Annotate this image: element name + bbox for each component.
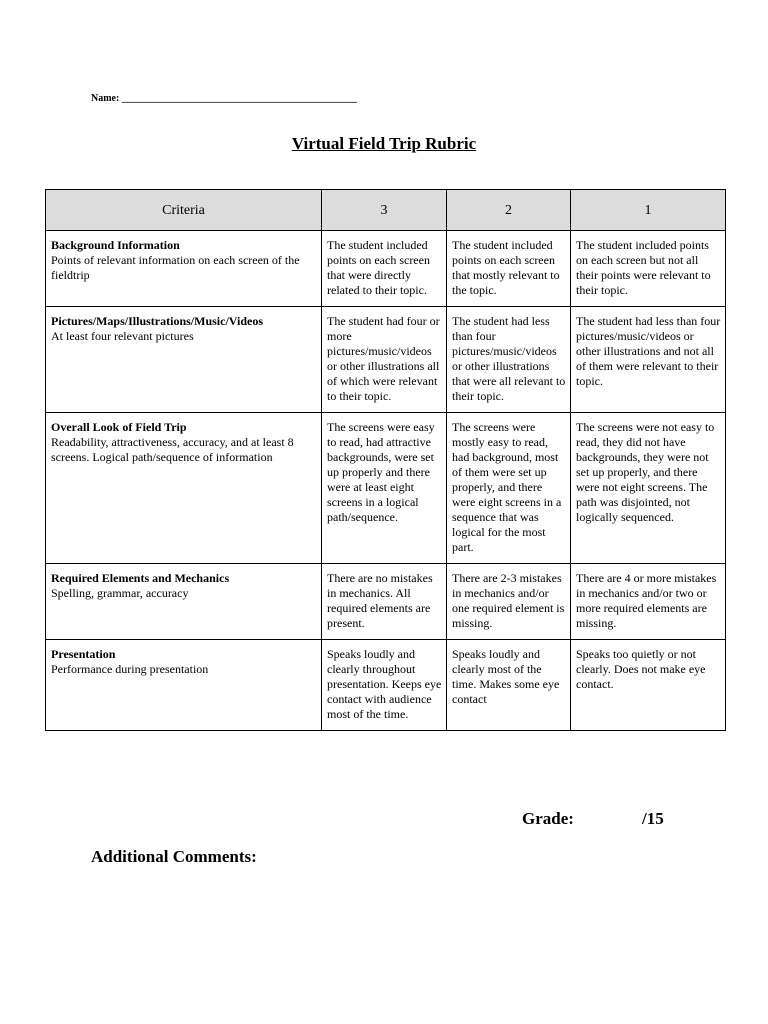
- score-3-cell: There are no mistakes in mechanics. All required elements are present.: [322, 564, 447, 640]
- score-3-cell: The student had four or more pictures/music/videos or other illustrations all of which were relevant to their topic.: [322, 307, 447, 413]
- rubric-row: [46, 231, 726, 307]
- grade-total: /15: [642, 809, 664, 828]
- score-1-cell: There are 4 or more mistakes in mechanics and/or two or more required elements are missing.: [571, 564, 726, 640]
- criteria-title: Background Information: [51, 238, 180, 252]
- rubric-row: [46, 640, 726, 731]
- score-1-cell: The student had less than four pictures/music/videos or other illustrations and not all of them were relevant to their topic.: [571, 307, 726, 413]
- score-2-cell: Speaks loudly and clearly most of the time. Makes some eye contact: [447, 640, 571, 731]
- page-title: Virtual Field Trip Rubric: [291, 134, 477, 153]
- score-3-cell: Speaks loudly and clearly throughout presentation. Keeps eye contact with audience most of the time.: [322, 640, 447, 731]
- column-header-score-1: 1: [571, 190, 726, 231]
- score-3-cell: The student included points on each screen that were directly related to their topic.: [322, 231, 447, 307]
- criteria-description: Performance during presentation: [51, 662, 209, 676]
- score-1-cell: Speaks too quietly or not clearly. Does not make eye contact.: [571, 640, 726, 731]
- criteria-cell: [46, 307, 322, 413]
- score-1-cell: The student included points on each screen but not all their points were relevant to their topic.: [571, 231, 726, 307]
- score-2-cell: There are 2-3 mistakes in mechanics and/or one required element is missing.: [447, 564, 571, 640]
- grade-label: Grade:: [522, 809, 574, 828]
- name-field-label: Name: _______________________________________________: [91, 93, 357, 104]
- score-3-cell: The screens were easy to read, had attractive backgrounds, were set up properly and there were at least eight screens in a logical path/sequence.: [322, 413, 447, 564]
- criteria-title: Overall Look of Field Trip: [51, 420, 187, 434]
- column-header-criteria: Criteria: [46, 190, 322, 231]
- rubric-header-row: [46, 190, 726, 231]
- column-header-score-2: 2: [447, 190, 571, 231]
- criteria-description: Points of relevant information on each screen of the fieldtrip: [51, 253, 300, 282]
- column-header-score-3: 3: [322, 190, 447, 231]
- criteria-cell: [46, 640, 322, 731]
- score-1-cell: The screens were not easy to read, they did not have backgrounds, they were not set up properly, and there were not eight screens. The path was disjointed, not logically sequenced.: [571, 413, 726, 564]
- score-2-cell: The student had less than four pictures/music/videos or other illustrations that were all relevant to their topic.: [447, 307, 571, 413]
- criteria-cell: [46, 413, 322, 564]
- additional-comments-label: Additional Comments:: [91, 847, 257, 866]
- criteria-description: At least four relevant pictures: [51, 329, 194, 343]
- criteria-title: Required Elements and Mechanics: [51, 571, 230, 585]
- score-2-cell: The student included points on each screen that mostly relevant to the topic.: [447, 231, 571, 307]
- criteria-cell: [46, 564, 322, 640]
- criteria-cell: [46, 231, 322, 307]
- score-2-cell: The screens were mostly easy to read, had background, most of them were set up properly, and there were eight screens in a sequence that was logical for the most part.: [447, 413, 571, 564]
- criteria-description: Spelling, grammar, accuracy: [51, 586, 189, 600]
- rubric-row: [46, 307, 726, 413]
- criteria-description: Readability, attractiveness, accuracy, and at least 8 screens. Logical path/sequence of information: [51, 435, 294, 464]
- rubric-row: [46, 413, 726, 564]
- rubric-row: [46, 564, 726, 640]
- criteria-title: Pictures/Maps/Illustrations/Music/Videos: [51, 314, 264, 328]
- rubric-table: [45, 189, 726, 731]
- criteria-title: Presentation: [51, 647, 116, 661]
